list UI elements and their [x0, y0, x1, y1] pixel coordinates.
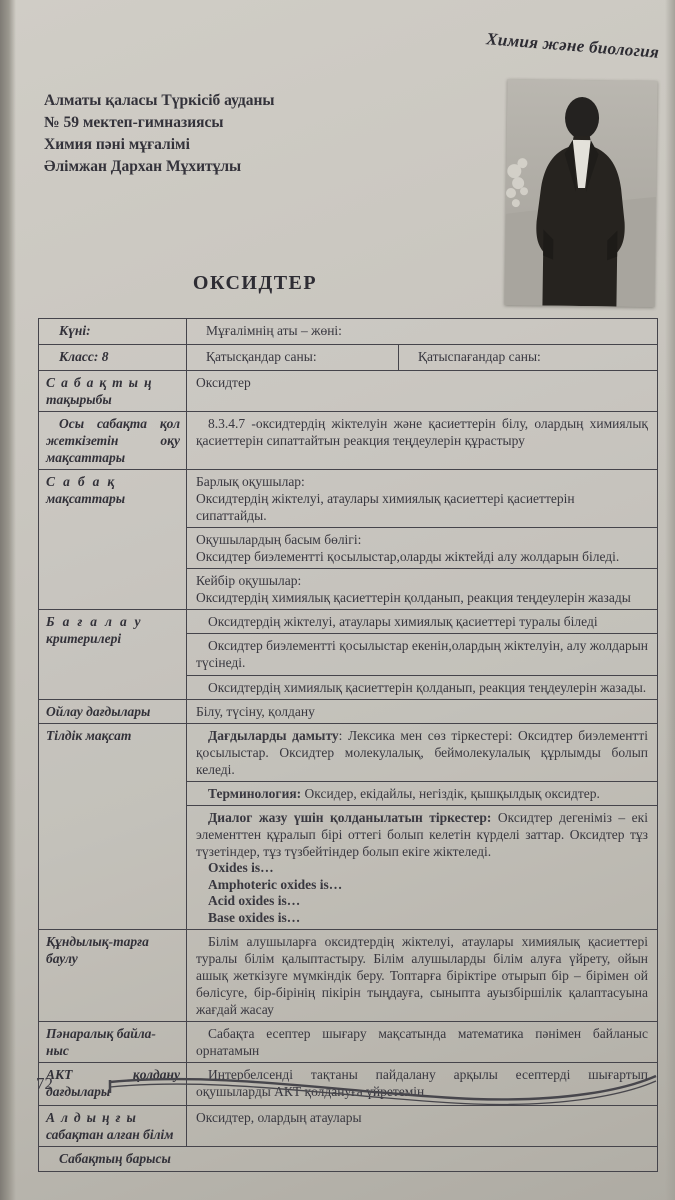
goals-label-line2: мақсаттары — [46, 491, 126, 506]
language-dialog-title: Диалог жазу үшін қолданылатын тіркестер: — [208, 810, 492, 825]
class-label: Класс: 8 — [39, 345, 187, 370]
footer-rule — [104, 1066, 660, 1112]
language-dialog — [187, 806, 657, 929]
author-school: № 59 мектеп-гимназиясы — [44, 114, 224, 131]
language-terminology — [187, 782, 657, 806]
document-title: ОКСИДТЕР — [192, 272, 318, 294]
absent-count-label: Қатыспағандар саны: — [418, 349, 541, 364]
page-right-edge-shadow — [665, 0, 675, 1200]
goals-all-title: Барлық оқушылар: — [196, 474, 305, 489]
teacher-photo — [504, 79, 657, 307]
values-text: Білім алушыларға оксидтердің жіктелуі, атаулары химиялық қасиеттері туралы білім қалыптастыру. Білім алушыларды білім алуға үйрету, ойын ашық жеткізуге мүмкіндік беру. Топтарға біріктіре отырып бір – бірімен ой бөлісуге, бір-бірінің пікірін тыңдауға, сыныпта ауызбіршілік қалаптасуына жағдай жасау — [196, 934, 648, 1017]
row-learning-objectives — [39, 412, 657, 470]
goals-most-title: Оқушылардың басым бөлігі: — [196, 532, 362, 547]
language-dialog-text: Оксидтер дегеніміз – екі элементтен құралып бірі оттегі болып келетін күрделі заттар. Оксидтер тұз түзетіндер, тұз түзбейтіндер болып екіге жіктеледі. — [196, 810, 648, 859]
row-language-objective — [39, 724, 657, 930]
goals-sublist — [187, 470, 657, 609]
goals-label — [39, 470, 187, 609]
goals-all-text: Оксидтердің жіктелуі, атаулары химиялық қасиеттері қасиеттерін сипаттайды. — [196, 491, 575, 523]
page-left-edge-shadow — [0, 0, 16, 1200]
thinking-label: Ойлау дағдылары — [39, 700, 187, 723]
language-develop — [187, 724, 657, 782]
prior-label-line1: Алдыңғы — [46, 1110, 142, 1125]
row-topic — [39, 371, 657, 412]
goals-some-text: Оксидтердің химиялық қасиеттерін қолданып, реакция теңдеулерін жазады — [196, 590, 631, 605]
teacher-name-label: Мұғалімнің аты – жөні: — [206, 323, 342, 338]
ict-text: Интербелсенді тақтаны пайдалану арқылы есептерді шығартып оқушыларды АКТ қолдануға үйретемін — [196, 1067, 648, 1099]
row-thinking-skills — [39, 700, 657, 724]
prior-label — [39, 1106, 187, 1146]
topic-value: Оксидтер — [196, 375, 251, 390]
interdisciplinary-label — [39, 1022, 187, 1062]
prior-text: Оксидтер, олардың атаулары — [196, 1110, 362, 1125]
phrase-acid: Acid oxides is… — [208, 893, 301, 908]
prior-label-line2: сабақтан алған білім — [46, 1127, 174, 1142]
goals-some-title: Кейбір оқушылар: — [196, 573, 302, 588]
objectives-label: Осы сабақта қол жеткізетін оқу мақсаттары — [39, 412, 187, 469]
lesson-course-label: Сабақтың барысы — [59, 1151, 171, 1166]
goals-most-students — [187, 528, 657, 569]
row-class — [39, 345, 657, 371]
language-develop-text: : Лексика мен сөз тіркестері: Оксидтер биэлементті қосылыстар. Оксидтер молекулалық, беймолекулалық құрлымды болып келеді. — [196, 728, 648, 777]
language-sublist — [187, 724, 657, 929]
row-lesson-course — [39, 1147, 657, 1171]
language-english-phrases — [196, 860, 648, 926]
topic-label — [39, 371, 187, 411]
language-label: Тілдік мақсат — [39, 724, 187, 929]
interdisciplinary-label-line1: Пәнаралық байла- — [46, 1026, 156, 1041]
row-interdisciplinary — [39, 1022, 657, 1063]
objectives-value: 8.3.4.7 -оксидтердің жіктелуін және қасиеттерін білу, олардың химиялық қасиеттерін сипаттайтын реакция теңдеулерін құрастыру — [196, 416, 648, 448]
author-block — [44, 90, 275, 178]
language-terminology-text: Оксидер, екідайлы, негіздік, қышқылдық оксидтер. — [301, 786, 600, 801]
criteria-sublist — [187, 610, 657, 699]
topic-label-line2: тақырыбы — [46, 392, 112, 407]
goals-some-students — [187, 569, 657, 609]
values-label: Құндылық-тарға баулу — [39, 930, 187, 1021]
journal-title: Химия және биология — [485, 29, 660, 62]
language-dialog-paragraph — [196, 809, 648, 860]
criteria-item-1: Оксидтердің жіктелуі, атаулары химиялық қасиеттері туралы біледі — [187, 610, 657, 634]
language-terminology-title: Терминология: — [208, 786, 302, 801]
author-district: Алматы қаласы Түркісіб ауданы — [44, 92, 275, 109]
goals-label-line1: Сабақ — [46, 474, 123, 489]
author-name: Әлімжан Дархан Мұхитұлы — [44, 158, 242, 175]
row-values-instilling — [39, 930, 657, 1022]
criteria-item-2: Оксидтер биэлементті қосылыстар екенін,олардың жіктелуін, алу жолдарын түсінеді. — [187, 634, 657, 676]
goals-all-students — [187, 470, 657, 528]
row-lesson-goals — [39, 470, 657, 610]
ict-label: АКТ қолдану дағдылары — [39, 1063, 187, 1105]
criteria-label — [39, 610, 187, 699]
interdisciplinary-text: Сабақта есептер шығару мақсатында математика пәнімен байланыс орнатамын — [196, 1026, 648, 1058]
attended-count-label: Қатысқандар саны: — [187, 345, 399, 370]
criteria-label-line2: критерилері — [46, 631, 122, 646]
criteria-item-3: Оксидтердің химиялық қасиеттерін қолданып, реакция теңдеулерін жазады. — [208, 680, 647, 695]
lesson-plan-table — [38, 318, 658, 1172]
goals-most-text: Оксидтер биэлементті қосылыстар,оларды жіктейді алу жолдарын біледі. — [196, 549, 620, 564]
topic-label-line1: Сабақтың — [46, 375, 158, 390]
teacher-portrait-illustration — [504, 79, 657, 307]
page-number: 72 — [36, 1074, 53, 1093]
row-prior-knowledge — [39, 1106, 657, 1147]
thinking-value: Білу, түсіну, қолдану — [196, 704, 315, 719]
interdisciplinary-label-line2: ныс — [46, 1043, 69, 1058]
criteria-label-line1: Бағалау — [46, 614, 149, 629]
phrase-amphoteric: Amphoteric oxides is… — [208, 876, 343, 892]
phrase-oxides: Oxides is… — [208, 860, 274, 875]
author-role: Химия пәні мұғалімі — [44, 136, 190, 153]
date-label: Күні: — [39, 319, 187, 344]
row-date — [39, 319, 657, 345]
language-develop-title: Дағдыларды дамыту — [208, 728, 339, 743]
row-assessment-criteria — [39, 610, 657, 700]
page-footer — [36, 1066, 660, 1112]
phrase-base: Base oxides is… — [208, 909, 301, 925]
